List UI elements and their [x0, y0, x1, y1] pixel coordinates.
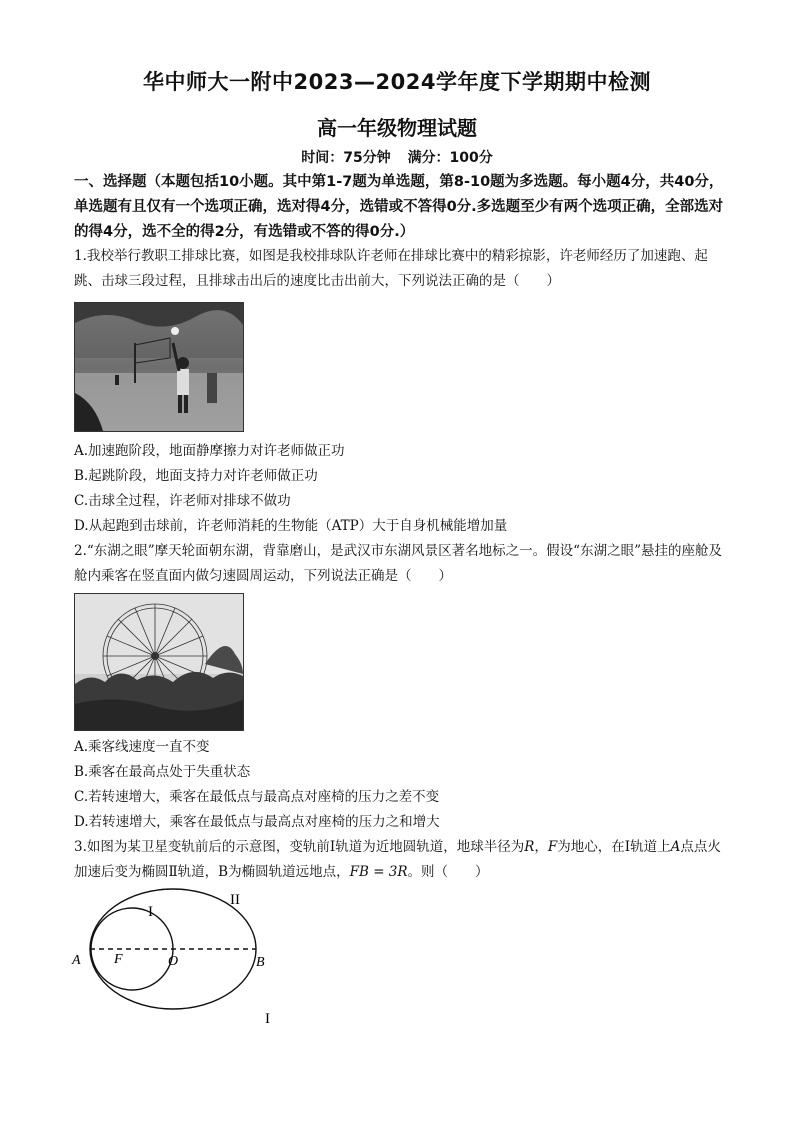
question-2-option-c: C.若转速增大，乘客在最低点与最高点对座椅的压力之差不变	[74, 789, 440, 805]
question-2-option-b: B.乘客在最高点处于失重状态	[74, 764, 251, 780]
question-3-stem	[74, 835, 724, 885]
exam-meta	[0, 147, 794, 167]
q3-text-d: 。则（ ）	[407, 864, 489, 880]
q3-var-r: R	[524, 839, 535, 855]
volleyball-photo	[74, 302, 244, 432]
question-1-option-d: D.从起跑到击球前，许老师消耗的生物能（ATP）大于自身机械能增加量	[74, 518, 508, 534]
q3-text-a: 3.如图为某卫星变轨前后的示意图，变轨前Ⅰ轨道为近地圆轨道，地球半径为	[74, 839, 525, 855]
time-label: 时间：75分钟	[301, 150, 391, 166]
q3-var-a: A	[670, 839, 681, 855]
question-2-stem: 2.“东湖之眼”摩天轮面朝东湖，背靠磨山，是武汉市东湖风景区著名地标之一。假设“东湖之眼”悬挂的座舱及舱内乘客在竖直面内做匀速圆周运动，下列说法正确是（ ）	[74, 543, 722, 584]
question-1-option-b: B.起跳阶段，地面支持力对许老师做正功	[74, 468, 318, 484]
exam-title: 华中师大一附中2023—2024学年度下学期期中检测	[143, 70, 651, 94]
label-orbit-ii: II	[230, 892, 240, 908]
question-1-stem: 1.我校举行教职工排球比赛，如图是我校排球队许老师在排球比赛中的精彩掠影，许老师经历了加速跑、起跳、击球三段过程，且排球击出后的速度比击出前大，下列说法正确的是（ ）	[74, 248, 708, 289]
question-1-option-c: C.击球全过程，许老师对排球不做功	[74, 493, 291, 509]
question-2-option-d: D.若转速增大，乘客在最低点与最高点对座椅的压力之和增大	[74, 814, 440, 830]
label-point-a: A	[72, 953, 81, 968]
q3-text-b: 为地心，在Ⅰ轨道上	[557, 839, 671, 855]
q3-formula: FB = 3R	[349, 864, 408, 880]
label-bottom-i: I	[265, 1011, 270, 1027]
exam-subtitle: 高一年级物理试题	[317, 116, 477, 140]
question-1-option-a: A.加速跑阶段，地面静摩擦力对许老师做正功	[74, 443, 345, 459]
question-2-option-a: A.乘客线速度一直不变	[74, 739, 210, 755]
label-point-b: B	[256, 955, 265, 970]
q3-comma: ，	[534, 839, 548, 855]
q3-var-f: F	[547, 839, 558, 855]
section-instructions: 一、选择题（本题包括10小题。其中第1-7题为单选题，第8-10题为多选题。每小题4分，共40分，单选题有且仅有一个选项正确，选对得4分，选错或不答得0分.多选题至少有两个选项正确，全部选对的得4分，选不全的得2分，有选错或不答的得0分.）	[74, 174, 724, 240]
label-point-f: F	[114, 952, 123, 967]
volleyball-photo-image	[75, 303, 243, 431]
orbit-diagram	[60, 886, 300, 1031]
label-point-o: O	[168, 954, 179, 969]
ferris-wheel-photo-image	[75, 594, 243, 730]
ferris-wheel-photo	[74, 593, 244, 731]
label-orbit-i: I	[148, 904, 153, 920]
q3-text-c: 点点火加速后变为椭圆Ⅱ轨道，B为椭圆轨道远地点，	[74, 839, 721, 880]
score-label: 满分：100分	[407, 150, 493, 166]
